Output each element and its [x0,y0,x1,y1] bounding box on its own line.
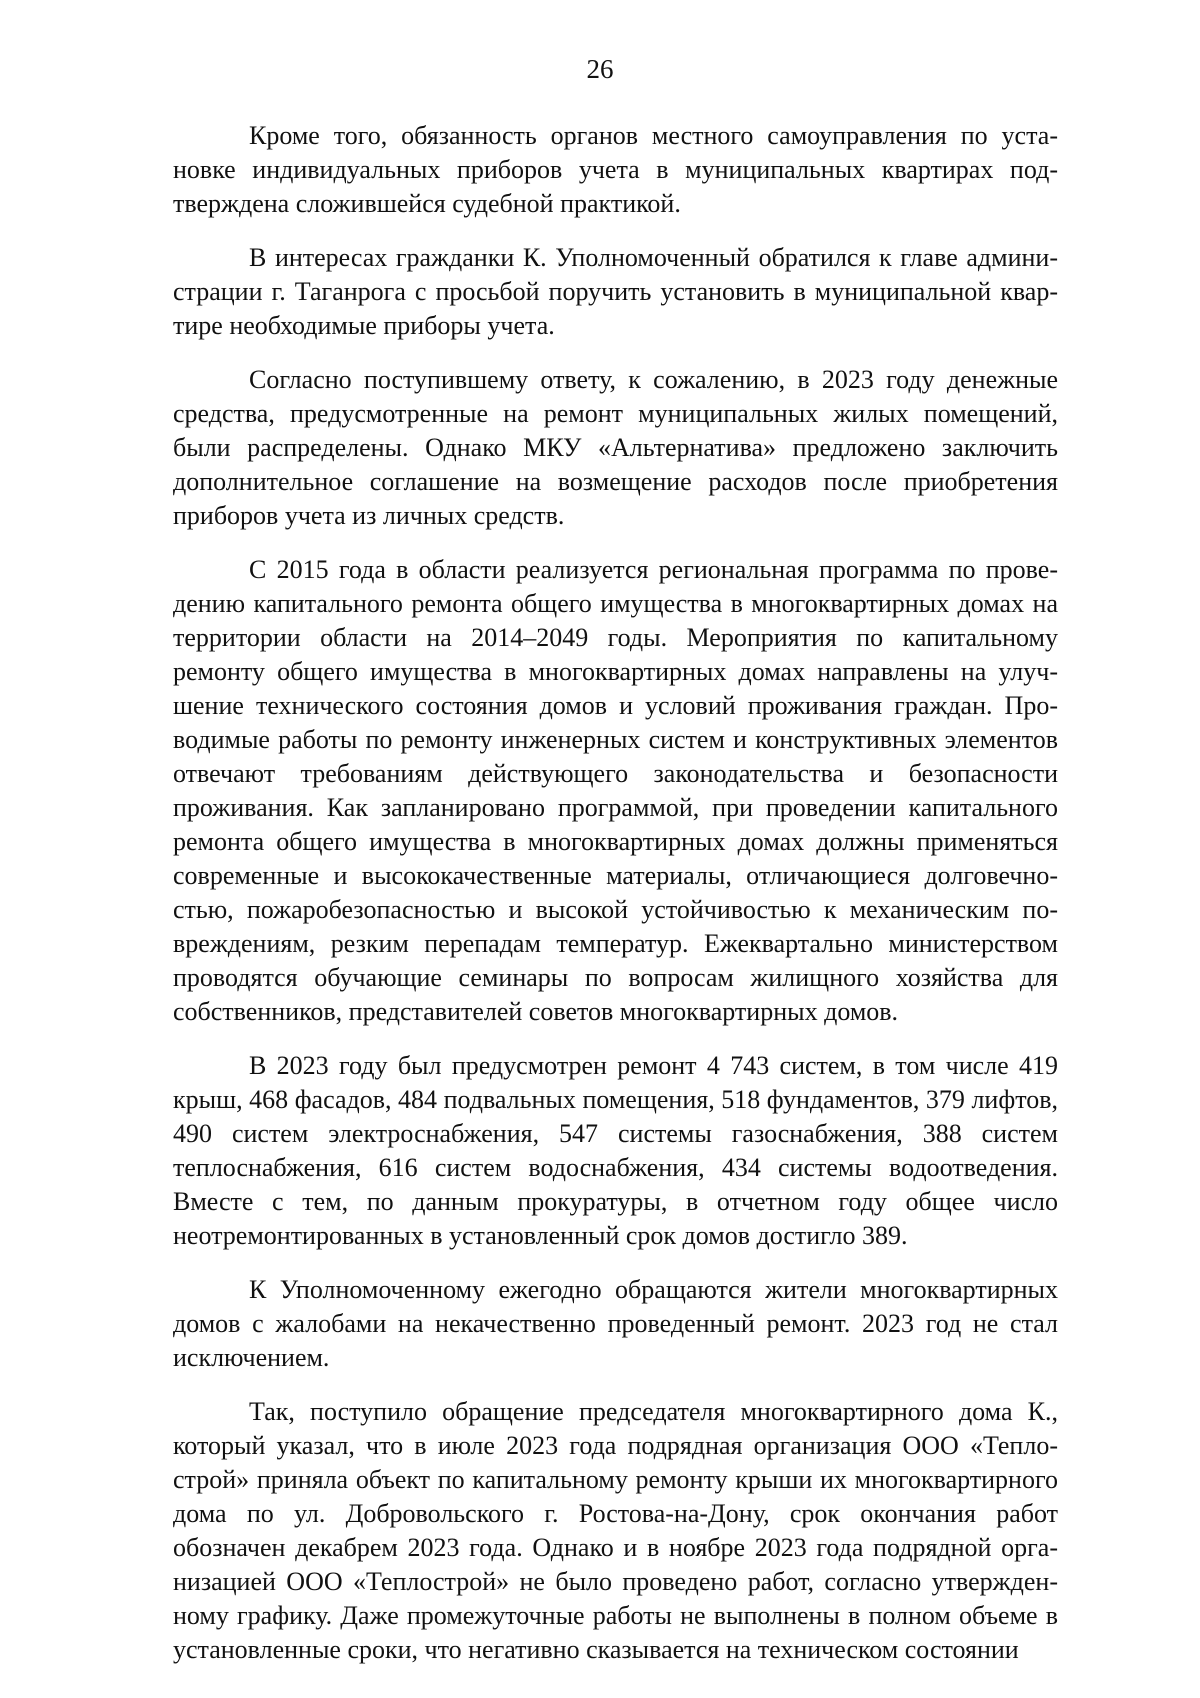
page-number: 26 [586,54,614,84]
paragraph-meter-installation-duty: Кроме того, обязанность органов местного самоуправления по установке индивидуальных приборов учета в муниципальных квартирах подтверждена сложившейся судебной практикой. [173,121,1058,218]
document-body [173,119,1058,1667]
paragraph-repair-statistics: В 2023 году был предусмотрен ремонт 4 743 систем, в том числе 419 крыш, 468 фасадов, 484 подвальных помещения, 518 фундаментов, 379 лифтов, 490 систем электроснабжения, 547 системы газоснабжения, 388 систем теплоснабжения, 616 систем водоснабжения, 434 системы водоотведения. Вместе с тем, по данным прокуратуры, в отчетном году общее число неотремонтированных в установленный срок домов достигло 389. [173,1051,1058,1250]
paragraph-funding-response: Согласно поступившему ответу, к сожалению, в 2023 году денежные средства, предусмотренные на ремонт муниципальных жилых помещений, были распределены. Однако МКУ «Альтернатива» предложено заключить дополнительное соглашение на возмещение расходов после приобретения приборов учета из личных средств. [173,365,1058,530]
paragraph-taganrog-request: В интересах гражданки К. Уполномоченный обратился к главе администрации г. Таганрога с просьбой поручить установить в муниципальной квартире необходимые приборы учета. [173,243,1058,340]
paragraph-teplostroy-case: Так, поступило обращение председателя многоквартирного дома К., который указал, что в июле 2023 года подрядная организация ООО «Теплострой» приняла объект по капитальному ремонту крыши их многоквартирного дома по ул. Добровольского г. Ростова-на-Дону, срок окончания работ обозначен декабрем 2023 года. Однако и в ноябре 2023 года подрядной организацией ООО «Теплострой» не было проведено работ, согласно утвержденному графику. Даже промежуточные работы не выполнены в полном объеме в установленные сроки, что негативно сказывается на техническом состоянии [173,1397,1058,1664]
paragraph-complaints: К Уполномоченному ежегодно обращаются жители многоквартирных домов с жалобами на некачественно проведенный ремонт. 2023 год не стал исключением. [173,1275,1058,1372]
paragraph-regional-program: С 2015 года в области реализуется региональная программа по проведению капитального ремонта общего имущества в многоквартирных домах на территории области на 2014–2049 годы. Мероприятия по капитальному ремонту общего имущества в многоквартирных домах направлены на улучшение технического состояния домов и условий проживания граждан. Проводимые работы по ремонту инженерных систем и конструктивных элементов отвечают требованиям действующего законодательства и безопасности проживания. Как запланировано программой, при проведении капитального ремонта общего имущества в многоквартирных домах должны применяться современные и высококачественные материалы, отличающиеся долговечностью, пожаробезопасностью и высокой устойчивостью к механическим повреждениям, резким перепадам температур. Ежеквартально министерством проводятся обучающие семинары по вопросам жилищного хозяйства для собственников, представителей советов многоквартирных домов. [173,555,1058,1026]
